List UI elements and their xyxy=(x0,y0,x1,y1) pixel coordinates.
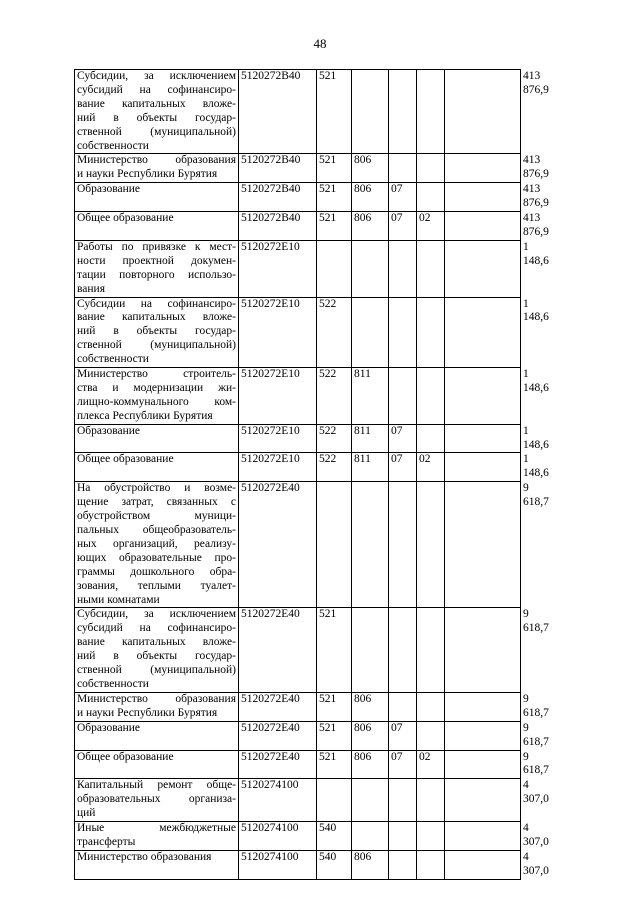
blank-cell xyxy=(445,70,521,154)
table-row: Субсидии, за исключением субсидий на софинансиро- вание капитальных вложе- ний в объекты государ- ственной (муниципальной) собственности 5120272Е40 521 9 618,7 xyxy=(75,608,521,692)
subsection-cell xyxy=(417,154,445,183)
row-name-line: На обустройство и возме- xyxy=(77,482,236,495)
row-name-cell xyxy=(75,482,239,608)
table-row: Работы по привязке к мест- ности проектной докумен- тации повторного использо- вания 5120272Е10 1 148,6 xyxy=(75,240,521,297)
section-cell: 07 xyxy=(389,721,417,750)
expense-type-cell: 521 xyxy=(317,212,352,241)
target-code-cell: 5120272Е10 xyxy=(239,424,317,453)
expense-type-cell xyxy=(317,779,352,822)
subsection-cell xyxy=(417,368,445,425)
row-name-line: и науки Республики Бурятия xyxy=(77,168,218,181)
expense-type-cell: 540 xyxy=(317,850,352,879)
expense-type-cell: 522 xyxy=(317,424,352,453)
row-name-cell xyxy=(75,822,239,851)
table-row: Общее образование 5120272Е40 521 806 07 02 9 618,7 xyxy=(75,750,521,779)
ministry-code-cell xyxy=(352,779,389,822)
row-name-line: образовательных организа- xyxy=(77,793,236,806)
row-name-line: Общее образование xyxy=(77,212,174,225)
row-name-cell xyxy=(75,183,239,212)
table-row: Субсидии на софинансиро- вание капитальных вложе- ний в объекты государ- ственной (муниципальной) собственности 5120272Е10 522 1 148,6 xyxy=(75,297,521,368)
ministry-code-cell: 806 xyxy=(352,212,389,241)
section-cell xyxy=(389,608,417,692)
table-row: Капитальный ремонт обще- образовательных организа- ций 5120274100 4 307,0 xyxy=(75,779,521,822)
target-code-cell: 5120272Е10 xyxy=(239,240,317,297)
expense-type-cell: 522 xyxy=(317,453,352,482)
row-name-line: Образование xyxy=(77,183,141,196)
row-name-line: собственности xyxy=(77,353,149,366)
ministry-code-cell: 806 xyxy=(352,183,389,212)
target-code-cell: 5120272Е10 xyxy=(239,453,317,482)
expense-type-cell: 521 xyxy=(317,608,352,692)
table-row: Образование 5120272Е10 522 811 07 1 148,6 xyxy=(75,424,521,453)
blank-cell xyxy=(445,721,521,750)
ministry-code-cell: 806 xyxy=(352,721,389,750)
subsection-cell xyxy=(417,240,445,297)
subsection-cell xyxy=(417,721,445,750)
ministry-code-cell xyxy=(352,240,389,297)
row-name-line: Министерство строитель- xyxy=(77,368,236,381)
expense-type-cell: 521 xyxy=(317,692,352,721)
target-code-cell: 5120272Е40 xyxy=(239,482,317,608)
section-cell xyxy=(389,822,417,851)
blank-cell xyxy=(445,154,521,183)
row-name-line: граммы дошкольного обра- xyxy=(77,565,236,578)
row-name-cell xyxy=(75,297,239,368)
target-code-cell: 5120274100 xyxy=(239,850,317,879)
table-row: Министерство образования и науки Республики Бурятия 5120272Е40 521 806 9 618,7 xyxy=(75,692,521,721)
row-name-line: зования, теплыми туалет- xyxy=(77,579,236,592)
target-code-cell: 5120272Е40 xyxy=(239,608,317,692)
expense-type-cell xyxy=(317,482,352,608)
row-name-line: Субсидии, за исключением xyxy=(77,608,236,621)
section-cell xyxy=(389,297,417,368)
expense-type-cell: 521 xyxy=(317,183,352,212)
blank-cell xyxy=(445,822,521,851)
row-name-line: ний в объекты государ- xyxy=(77,111,236,124)
subsection-cell: 02 xyxy=(417,750,445,779)
section-cell: 07 xyxy=(389,424,417,453)
blank-cell xyxy=(445,297,521,368)
subsection-cell: 02 xyxy=(417,453,445,482)
section-cell: 07 xyxy=(389,453,417,482)
ministry-code-cell: 806 xyxy=(352,750,389,779)
ministry-code-cell: 811 xyxy=(352,368,389,425)
row-name-line: Субсидии на софинансиро- xyxy=(77,297,236,310)
target-code-cell: 5120272Е40 xyxy=(239,750,317,779)
section-cell: 07 xyxy=(389,212,417,241)
row-name-line: тации повторного использо- xyxy=(77,268,236,281)
row-name-cell xyxy=(75,750,239,779)
expense-type-cell: 540 xyxy=(317,822,352,851)
ministry-code-cell: 811 xyxy=(352,453,389,482)
subsection-cell: 02 xyxy=(417,212,445,241)
subsection-cell xyxy=(417,692,445,721)
table-row: Министерство образования 5120274100 540 806 4 307,0 xyxy=(75,850,521,879)
ministry-code-cell xyxy=(352,297,389,368)
row-name-line: Общее образование xyxy=(77,750,174,763)
row-name-line: Капитальный ремонт обще- xyxy=(77,779,236,792)
section-cell xyxy=(389,850,417,879)
row-name-line: вания xyxy=(77,282,105,295)
blank-cell xyxy=(445,779,521,822)
blank-cell xyxy=(445,692,521,721)
ministry-code-cell xyxy=(352,822,389,851)
blank-cell xyxy=(445,850,521,879)
section-cell xyxy=(389,692,417,721)
expense-type-cell: 521 xyxy=(317,70,352,154)
expense-type-cell: 521 xyxy=(317,154,352,183)
target-code-cell: 5120272Е10 xyxy=(239,297,317,368)
blank-cell xyxy=(445,368,521,425)
row-name-line: щение затрат, связанных с xyxy=(77,496,236,509)
subsection-cell xyxy=(417,608,445,692)
blank-cell xyxy=(445,482,521,608)
row-name-line: ющих образовательные про- xyxy=(77,551,236,564)
row-name-line: собственности xyxy=(77,139,149,152)
row-name-line: Министерство образования xyxy=(77,692,236,705)
target-code-cell: 5120274100 xyxy=(239,822,317,851)
blank-cell xyxy=(445,453,521,482)
row-name-line: ций xyxy=(77,807,96,820)
row-name-line: вание капитальных вложе- xyxy=(77,311,236,324)
target-code-cell: 5120272В40 xyxy=(239,154,317,183)
target-code-cell: 5120272В40 xyxy=(239,183,317,212)
ministry-code-cell: 811 xyxy=(352,424,389,453)
row-name-line: плекса Республики Бурятия xyxy=(77,409,213,422)
table-row: Субсидии, за исключением субсидий на софинансиро- вание капитальных вложе- ний в объекты государ- ственной (муниципальной) собственности 5120272В40 521 413 876,9 xyxy=(75,70,521,154)
subsection-cell xyxy=(417,297,445,368)
row-name-line: ственной (муниципальной) xyxy=(77,339,236,352)
row-name-line: ства и модернизации жи- xyxy=(77,381,236,394)
ministry-code-cell: 806 xyxy=(352,850,389,879)
expense-type-cell: 522 xyxy=(317,297,352,368)
blank-cell xyxy=(445,750,521,779)
row-name-line: Субсидии, за исключением xyxy=(77,70,236,82)
row-name-cell xyxy=(75,608,239,692)
row-name-line: ными комнатами xyxy=(77,593,160,606)
target-code-cell: 5120272Е40 xyxy=(239,721,317,750)
row-name-line: вание капитальных вложе- xyxy=(77,636,236,649)
blank-cell xyxy=(445,240,521,297)
row-name-cell xyxy=(75,212,239,241)
table-row: Образование 5120272Е40 521 806 07 9 618,7 xyxy=(75,721,521,750)
ministry-code-cell: 806 xyxy=(352,154,389,183)
row-name-line: субсидий на софинансиро- xyxy=(77,622,236,635)
subsection-cell xyxy=(417,779,445,822)
table-row: На обустройство и возме- щение затрат, связанных с обустройством муници- пальных общеобразователь- ных организаций, реализу- ющих образовательные про- граммы дошкольного обра- зования, теплыми туалет- ными комнатами 5120272Е40 9 618,7 xyxy=(75,482,521,608)
subsection-cell xyxy=(417,850,445,879)
subsection-cell xyxy=(417,482,445,608)
row-name-cell xyxy=(75,70,239,154)
table-row: Образование 5120272В40 521 806 07 413 876,9 xyxy=(75,183,521,212)
row-name-cell xyxy=(75,850,239,879)
row-name-cell xyxy=(75,721,239,750)
section-cell xyxy=(389,240,417,297)
row-name-line: трансферты xyxy=(77,835,136,848)
row-name-cell xyxy=(75,368,239,425)
section-cell xyxy=(389,368,417,425)
row-name-line: ний в объекты государ- xyxy=(77,650,236,663)
row-name-cell xyxy=(75,779,239,822)
expense-type-cell: 522 xyxy=(317,368,352,425)
budget-table-body xyxy=(75,70,549,880)
section-cell xyxy=(389,70,417,154)
ministry-code-cell xyxy=(352,482,389,608)
subsection-cell xyxy=(417,822,445,851)
ministry-code-cell: 806 xyxy=(352,692,389,721)
page-number: 48 xyxy=(313,36,327,51)
row-name-cell xyxy=(75,453,239,482)
row-name-line: Образование xyxy=(77,424,141,437)
row-name-line: субсидий на софинансиро- xyxy=(77,83,236,96)
row-name-cell xyxy=(75,692,239,721)
row-name-cell xyxy=(75,154,239,183)
subsection-cell xyxy=(417,424,445,453)
target-code-cell: 5120272Е40 xyxy=(239,692,317,721)
blank-cell xyxy=(445,424,521,453)
row-name-line: пальных общеобразователь- xyxy=(77,524,236,536)
row-name-line: вание капитальных вложе- xyxy=(77,97,236,110)
table-row: Общее образование 5120272В40 521 806 07 02 413 876,9 xyxy=(75,212,521,241)
section-cell xyxy=(389,482,417,608)
expense-type-cell xyxy=(317,240,352,297)
row-name-line: Образование xyxy=(77,721,141,734)
section-cell: 07 xyxy=(389,750,417,779)
blank-cell xyxy=(445,608,521,692)
row-name-line: Общее образование xyxy=(77,453,174,466)
subsection-cell xyxy=(417,70,445,154)
table-row: Министерство строитель- ства и модернизации жи- лищно-коммунального ком- плекса Республики Бурятия 5120272Е10 522 811 1 148,6 xyxy=(75,368,521,425)
table-row: Министерство образования и науки Республики Бурятия 5120272В40 521 806 413 876,9 xyxy=(75,154,521,183)
row-name-line: ных организаций, реализу- xyxy=(77,537,236,550)
table-row: Иные межбюджетные трансферты 5120274100 540 4 307,0 xyxy=(75,822,521,851)
row-name-line: ственной (муниципальной) xyxy=(77,125,236,138)
table-row: Общее образование 5120272Е10 522 811 07 02 1 148,6 xyxy=(75,453,521,482)
expense-type-cell: 521 xyxy=(317,750,352,779)
subsection-cell xyxy=(417,183,445,212)
row-name-line: обустройством муници- xyxy=(77,510,236,523)
row-name-line: Работы по привязке к мест- xyxy=(77,240,236,253)
target-code-cell: 5120272Е10 xyxy=(239,368,317,425)
section-cell xyxy=(389,154,417,183)
row-name-line: ности проектной докумен- xyxy=(77,254,236,267)
ministry-code-cell xyxy=(352,608,389,692)
target-code-cell: 5120272В40 xyxy=(239,70,317,154)
budget-table xyxy=(74,69,549,880)
row-name-line: ственной (муниципальной) xyxy=(77,664,236,677)
row-name-line: и науки Республики Бурятия xyxy=(77,706,218,719)
blank-cell xyxy=(445,183,521,212)
section-cell: 07 xyxy=(389,183,417,212)
row-name-line: ний в объекты государ- xyxy=(77,325,236,338)
expense-type-cell: 521 xyxy=(317,721,352,750)
target-code-cell: 5120274100 xyxy=(239,779,317,822)
ministry-code-cell xyxy=(352,70,389,154)
row-name-line: Министерство образования xyxy=(77,850,212,863)
target-code-cell: 5120272В40 xyxy=(239,212,317,241)
row-name-line: лищно-коммунального ком- xyxy=(77,395,236,408)
row-name-cell xyxy=(75,424,239,453)
row-name-cell xyxy=(75,240,239,297)
row-name-line: собственности xyxy=(77,677,149,690)
row-name-line: Министерство образования xyxy=(77,154,236,167)
blank-cell xyxy=(445,212,521,241)
section-cell xyxy=(389,779,417,822)
row-name-line: Иные межбюджетные xyxy=(77,822,236,835)
